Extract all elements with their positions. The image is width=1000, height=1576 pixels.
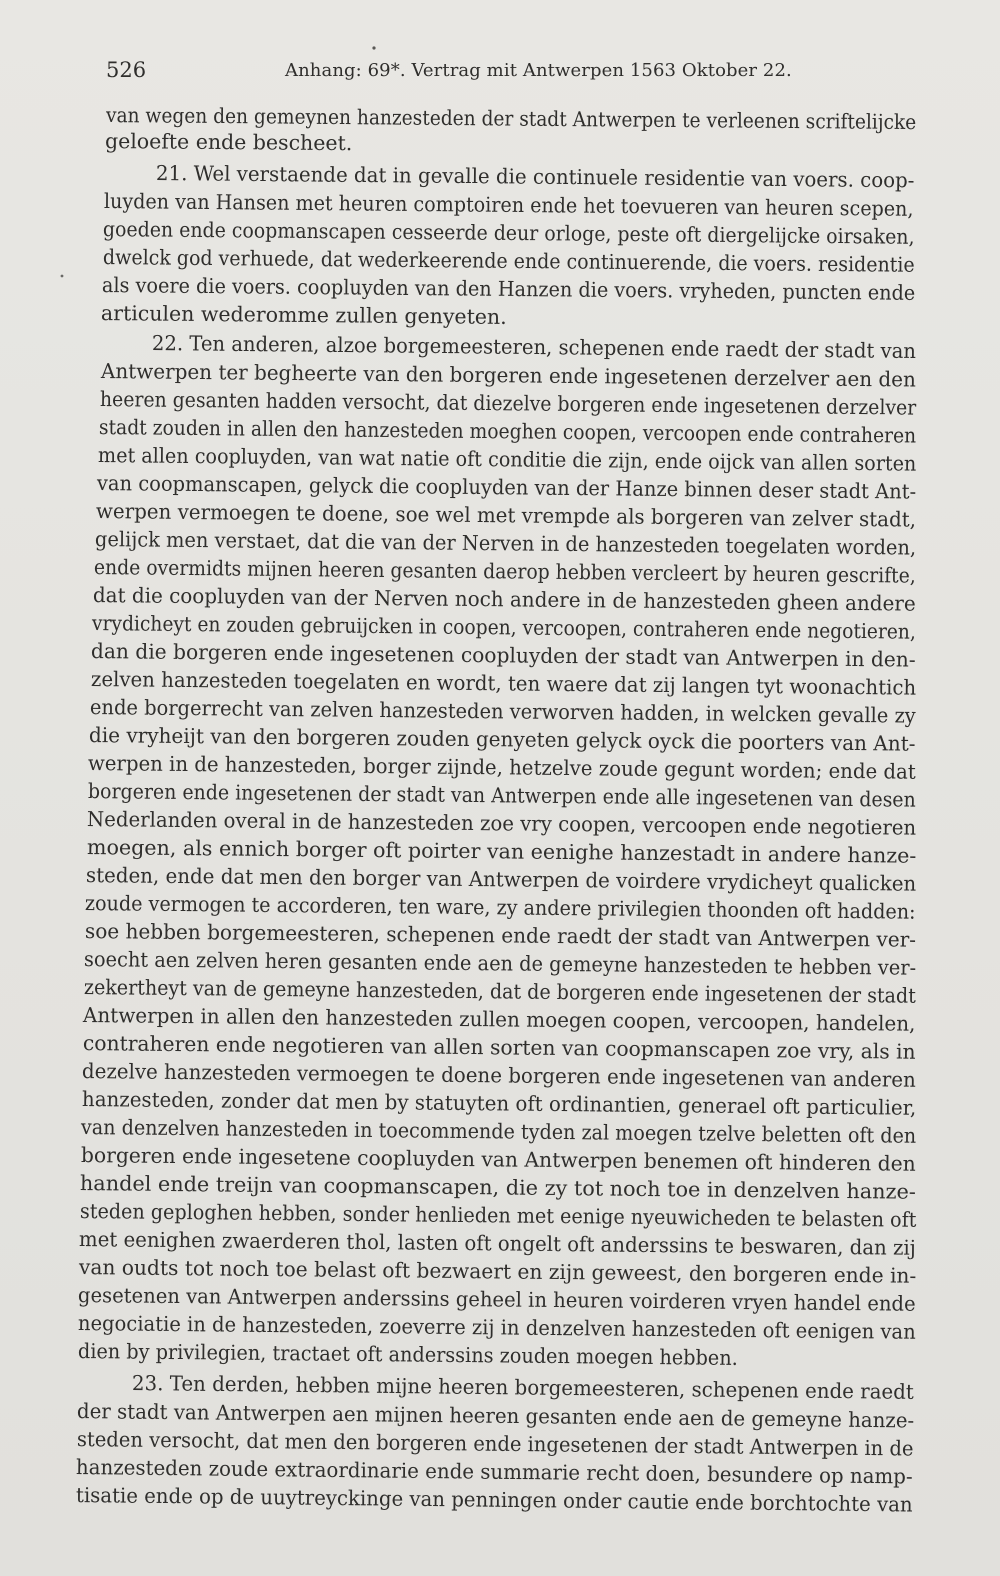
text-line: steden versocht, dat men den borgeren ende ingesetenen der stadt Antwerpen in de [76, 1427, 914, 1461]
text-line: Nederlanden overal in de hanzesteden zoe vry coopen, vercoopen ende negotieren [86, 807, 917, 840]
text-line: hanzesteden zoude extraordinarie ende summarie recht doen, besundere op namp- [75, 1455, 913, 1489]
text-line: gesetenen van Antwerpen anderssins geheel in heuren voirderen vryen handel ende [77, 1283, 916, 1316]
text-line: 23. Ten derden, hebben mijne heeren borgemeesteren, schepenen ende raedt [131, 1371, 914, 1404]
page-header [106, 58, 906, 88]
text-line: borgeren ende ingesetene coopluyden van Antwerpen benemen oft hinderen den [80, 1143, 916, 1176]
running-head: Anhang: 69*. Vertrag mit Antwerpen 1563 Oktober 22. [285, 60, 792, 81]
text-line: dien by privilegien, tractaet oft anderssins zouden moegen hebben. [77, 1339, 738, 1370]
text-line: gelijck men verstaet, dat die van der Nerven in de hanzesteden toegelaten worden, [94, 527, 917, 560]
text-line: tisatie ende op de uuytreyckinge van penningen onder cautie ende borchtochte van [75, 1483, 913, 1517]
text-line: negociatie in de hanzesteden, zoeverre zij in denzelven hanzesteden oft eenigen van [77, 1311, 916, 1344]
text-line: ende overmidts mijnen heeren gesanten daerop hebben vercleert by heuren gescrifte, [93, 555, 916, 588]
text-line: Antwerpen ter begheerte van den borgeren ende ingesetenen derzelver aen den [100, 359, 917, 392]
text-line: ende borgerrecht van zelven hanzesteden verworven hadden, in welcken gevalle zy [89, 695, 916, 728]
text-line: steden geploghen hebben, sonder henlieden met eenige nyeuwicheden te belasten oft [79, 1199, 917, 1232]
text-line: dan die borgeren ende ingesetenen coopluyden der stadt van Antwerpen in den- [90, 639, 916, 672]
text-line: van oudts tot noch toe belast oft bezwaert en zijn geweest, den borgeren ende in- [78, 1255, 917, 1288]
text-line: dwelck god verhuede, dat wederkeerende ende continuerende, die voers. residentie [102, 245, 915, 277]
text-line: steden, ende dat men den borger van Antwerpen de voirdere vrydicheyt qualicken [85, 863, 917, 896]
text-line: articulen wederomme zullen genyeten. [100, 301, 507, 329]
text-line: stadt zouden in allen den hanzesteden moeghen coopen, vercoopen ende contraheren [98, 415, 917, 448]
text-line: werpen in de hanzesteden, borger zijnde, hetzelve zoude gegunt worden; ende dat [87, 751, 916, 784]
text-line: der stadt van Antwerpen aen mijnen heeren gesanten ende aen de gemeyne hanze- [76, 1399, 915, 1433]
text-line: van wegen den gemeynen hanzesteden der stadt Antwerpen te verleenen scriftelijcke [105, 103, 917, 135]
text-line: moegen, als ennich borger oft poirter van eenighe hanzestadt in andere hanze- [86, 835, 917, 868]
text-line: dat die coopluyden van der Nerven noch andere in de hanzesteden gheen andere [92, 583, 916, 616]
text-line: zoude vermogen te accorderen, ten ware, zy andere privilegien thoonden oft hadden: [84, 891, 916, 924]
text-line: 21. Wel verstaende dat in gevalle die continuele residentie van voers. coop- [155, 161, 915, 193]
text-line: heeren gesanten hadden versocht, dat diezelve borgeren ende ingesetenen derzelver [99, 387, 917, 420]
text-line: als voere die voers. coopluyden van den Hanzen die voers. vryheden, puncten ende [101, 273, 916, 305]
text-line: van coopmanscapen, gelyck die coopluyden van der Hanze binnen deser stadt Ant- [96, 471, 917, 504]
text-line: soecht aen zelven heren gesanten ende aen de gemeyne hanzesteden te hebben ver- [83, 947, 917, 980]
text-line: contraheren ende negotieren van allen sorten van coopmanscapen zoe vry, als in [82, 1031, 916, 1064]
text-line: die vryheijt van den borgeren zouden genyeten gelyck oyck die poorters van Ant- [88, 723, 916, 756]
text-line: zekertheyt van de gemeyne hanzesteden, dat de borgeren ende ingesetenen der stadt [83, 975, 916, 1008]
text-line: met eenighen zwaerderen thol, lasten oft ongelt oft anderssins te beswaren, dan zij [78, 1227, 916, 1260]
text-line: borgeren ende ingesetenen der stadt van Antwerpen ende alle ingesetenen van desen [87, 779, 916, 812]
page-number: 526 [106, 58, 147, 82]
text-line: Antwerpen in allen den hanzesteden zullen moegen coopen, vercoopen, handelen, [82, 1003, 916, 1036]
text-line: dezelve hanzesteden vermoegen te doene borgeren ende ingesetenen van anderen [81, 1059, 916, 1092]
text-line: zelven hanzesteden toegelaten en wordt, ten waere dat zij langen tyt woonachtich [90, 667, 917, 700]
text-line: 22. Ten anderen, alzoe borgemeesteren, schepenen ende raedt der stadt van [151, 331, 917, 363]
text-line: vrydicheyt en zouden gebruijcken in coopen, vercoopen, contraheren ende negotieren, [91, 611, 916, 644]
body-text [76, 105, 916, 1565]
text-line: werpen vermoegen te doene, soe wel met vrempde als borgeren van zelver stadt, [95, 499, 917, 532]
text-line: soe hebben borgemeesteren, schepenen ende raedt der stadt van Antwerpen ver- [84, 919, 917, 952]
text-line: luyden van Hansen met heuren comptoiren ende het toevueren van heuren scepen, [103, 189, 914, 221]
text-line: hanzesteden, zonder dat men by statuyten oft ordinantien, generael oft particulier, [81, 1087, 917, 1120]
text-line: van denzelven hanzesteden in toecommende tyden zal moegen tzelve beletten oft den [80, 1115, 917, 1148]
text-line: met allen coopluyden, van wat natie oft conditie die zijn, ende oijck van allen sorten [97, 443, 917, 476]
text-line: geloefte ende bescheet. [104, 129, 353, 156]
text-line: goeden ende coopmanscapen cesseerde deur orloge, peste oft diergelijcke oirsaken, [102, 217, 915, 249]
text-line: handel ende treijn van coopmanscapen, die zy tot noch toe in denzelven hanze- [79, 1171, 916, 1204]
